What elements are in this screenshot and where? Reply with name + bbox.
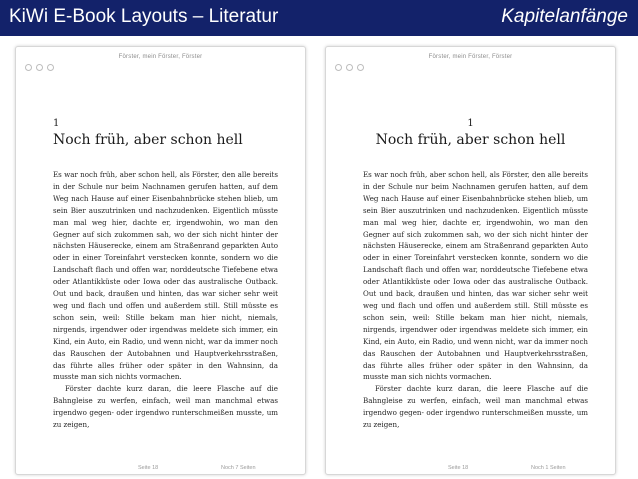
book-window-title: Förster, mein Förster, Förster: [428, 54, 513, 60]
slide-header: [0, 0, 638, 36]
ebook-page-centered: [325, 46, 616, 475]
body-paragraph: Es war noch früh, aber schon hell, als Förster, den alle bereits in der Schule nur beim Nachnamen gerufen hatten, auf dem Weg nach Hause auf einer Eisenbahnbrücke stehen blieb, um sein Bier auszutrinken und nachzudenken. Eigentlich müsste man mal weg hier, dachte er, irgendwohin, wo man den Gegner auf sich zukommen sah, wo der sich nicht hinter der nächsten Häuserecke, einem am Straßenrand geparkten Auto oder in einer Toreinfahrt verstecken konnte, sondern wo die Landschaft flach und offen war, norddeutsche Tiefebene etwa oder Atlantikküste oder Iowa oder das australische Outback. Out und back, draußen und hinten, das war sicher sehr weit weg und flach und offen und außerdem still. Still müsste es schon sein, weil: Stille bekam man hier nicht, niemals, nirgends, irgendwer oder irgendwas meldete sich immer, ein Kind, ein Auto, ein Radio, und wenn nicht, war da immer noch das Rauschen der Autobahnen und Hauptverkehrsstraßen, das führte alles früher oder später in den Wahnsinn, da musste man sich nichts vormachen.: [363, 170, 588, 382]
body-paragraph: Es war noch früh, aber schon hell, als Förster, den alle bereits in der Schule nur beim Nachnamen gerufen hatten, auf dem Weg nach Hause auf einer Eisenbahnbrücke stehen blieb, um sein Bier auszutrinken und nachzudenken. Eigentlich müsste man mal weg hier, dachte er, irgendwohin, wo man den Gegner auf sich zukommen sah, wo der sich nicht hinter der nächsten Häuserecke, einem am Straßenrand geparkten Auto oder in einer Toreinfahrt verstecken konnte, sondern wo die Landschaft flach und offen war, norddeutsche Tiefebene etwa oder Atlantikküste oder Iowa oder das australische Outback. Out und back, draußen und hinten, das war sicher sehr weit weg und flach und offen und außerdem still. Still müsste es schon sein, weil: Stille bekam man hier nicht, niemals, nirgends, irgendwer oder irgendwas meldete sich immer, ein Kind, ein Auto, ein Radio, und wenn nicht, war da immer noch das Rauschen der Autobahnen und Hauptverkehrsstraßen, das führte alles früher oder später in den Wahnsinn, da musste man sich nichts vormachen.: [53, 170, 278, 382]
chapter-body: [53, 169, 278, 431]
body-paragraph: Förster dachte kurz daran, die leere Flasche auf die Bahngleise zu werfen, einfach, weil man manchmal etwas irgendwo gegen- oder irgendwo runterschmeißen musste, um zu zeigen,: [53, 384, 278, 430]
ebook-page-left-aligned: [15, 46, 306, 475]
chapter-title: Noch früh, aber schon hell: [53, 132, 243, 148]
pages-remaining: Noch 7 Seiten: [221, 465, 256, 471]
slide-title: KiWi E-Book Layouts – Literatur: [9, 6, 279, 27]
minimize-window-icon[interactable]: [346, 64, 353, 71]
zoom-window-icon[interactable]: [357, 64, 364, 71]
chapter-number: 1: [467, 118, 474, 129]
page-number: Seite 18: [138, 465, 159, 471]
book-window-title: Förster, mein Förster, Förster: [118, 54, 203, 60]
page-number: Seite 18: [448, 465, 469, 471]
body-paragraph: Förster dachte kurz daran, die leere Flasche auf die Bahngleise zu werfen, einfach, weil man manchmal etwas irgendwo gegen- oder irgendwo runterschmeißen musste, um zu zeigen,: [363, 384, 588, 430]
close-window-icon[interactable]: [335, 64, 342, 71]
slide-subtitle: Kapitelanfänge: [501, 6, 628, 27]
minimize-window-icon[interactable]: [36, 64, 43, 71]
chapter-body: [363, 169, 588, 431]
pages-remaining: Noch 1 Seiten: [531, 465, 566, 471]
close-window-icon[interactable]: [25, 64, 32, 71]
chapter-number: 1: [53, 118, 60, 129]
chapter-title: Noch früh, aber schon hell: [375, 132, 566, 148]
zoom-window-icon[interactable]: [47, 64, 54, 71]
